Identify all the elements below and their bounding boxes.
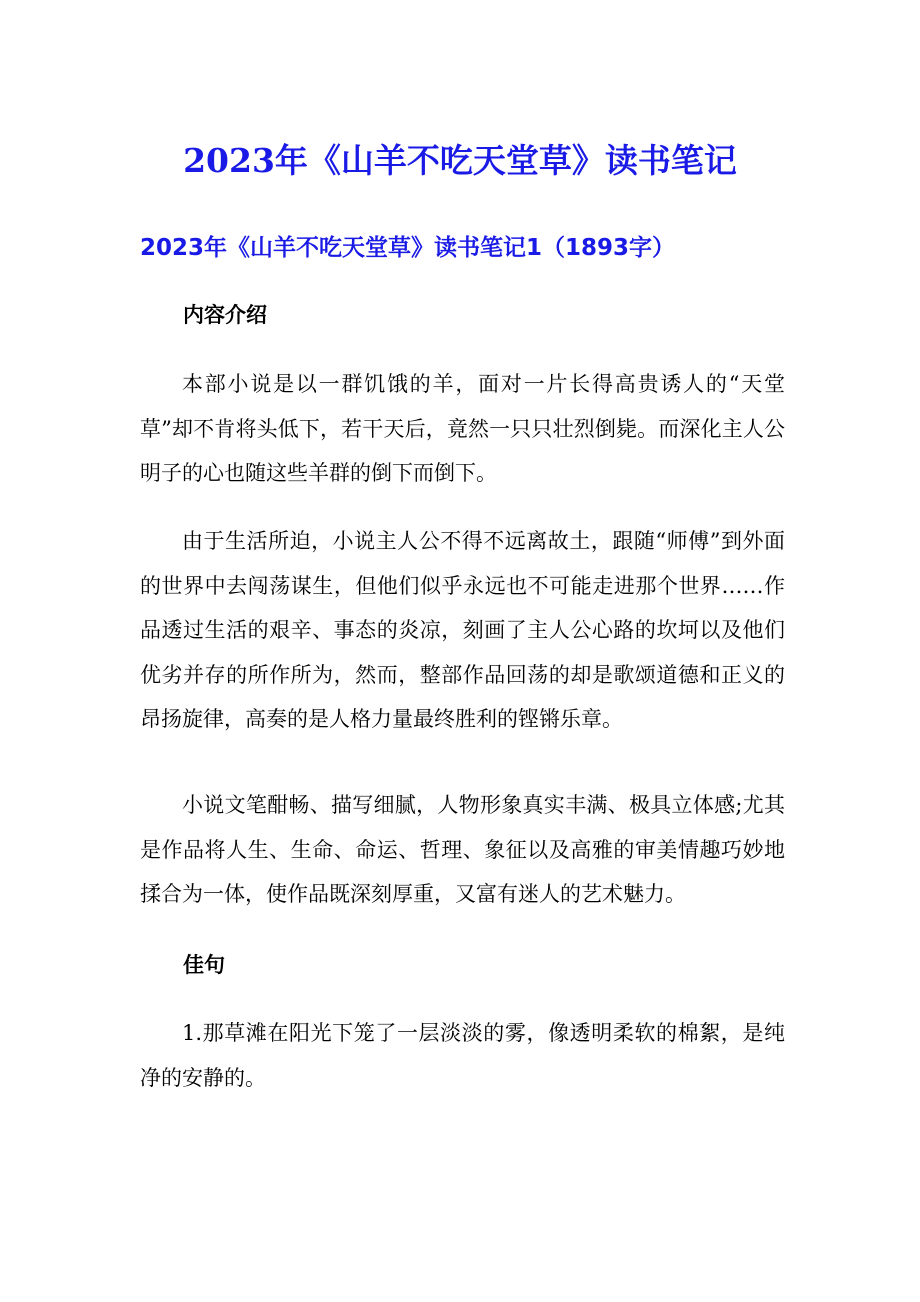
paragraph-3: 小说文笔酣畅、描写细腻，人物形象真实丰满、极具立体感;尤其是作品将人生、生命、命运、哲理、象征以及高雅的审美情趣巧妙地揉合为一体，使作品既深刻厚重，又富有迷人的艺术魅力。 — [140, 793, 785, 906]
document-title: 2023年《山羊不吃天堂草》读书笔记 — [183, 141, 737, 180]
content-intro-heading: 内容介绍 — [183, 303, 267, 327]
section-title: 2023年《山羊不吃天堂草》读书笔记1（1893字） — [140, 235, 676, 261]
quote-item: 1.那草滩在阳光下笼了一层淡淡的雾，像透明柔软的棉絮，是纯净的安静的。 — [140, 1021, 785, 1090]
quotes-heading: 佳句 — [183, 953, 225, 977]
paragraph-1: 本部小说是以一群饥饿的羊，面对一片长得高贵诱人的“天堂草”却不肯将头低下，若干天后，竟然一只只壮烈倒毙。而深化主人公明子的心也随这些羊群的倒下而倒下。 — [140, 372, 785, 485]
paragraph-2: 由于生活所迫，小说主人公不得不远离故土，跟随“师傅”到外面的世界中去闯荡谋生，但他们似乎永远也不可能走进那个世界……作品透过生活的艰辛、事态的炎凉，刻画了主人公心路的坎坷以及他们优劣并存的所作所为，然而，整部作品回荡的却是歌颂道德和正义的昂扬旋律，高奏的是人格力量最终胜利的铿锵乐章。 — [140, 529, 785, 731]
